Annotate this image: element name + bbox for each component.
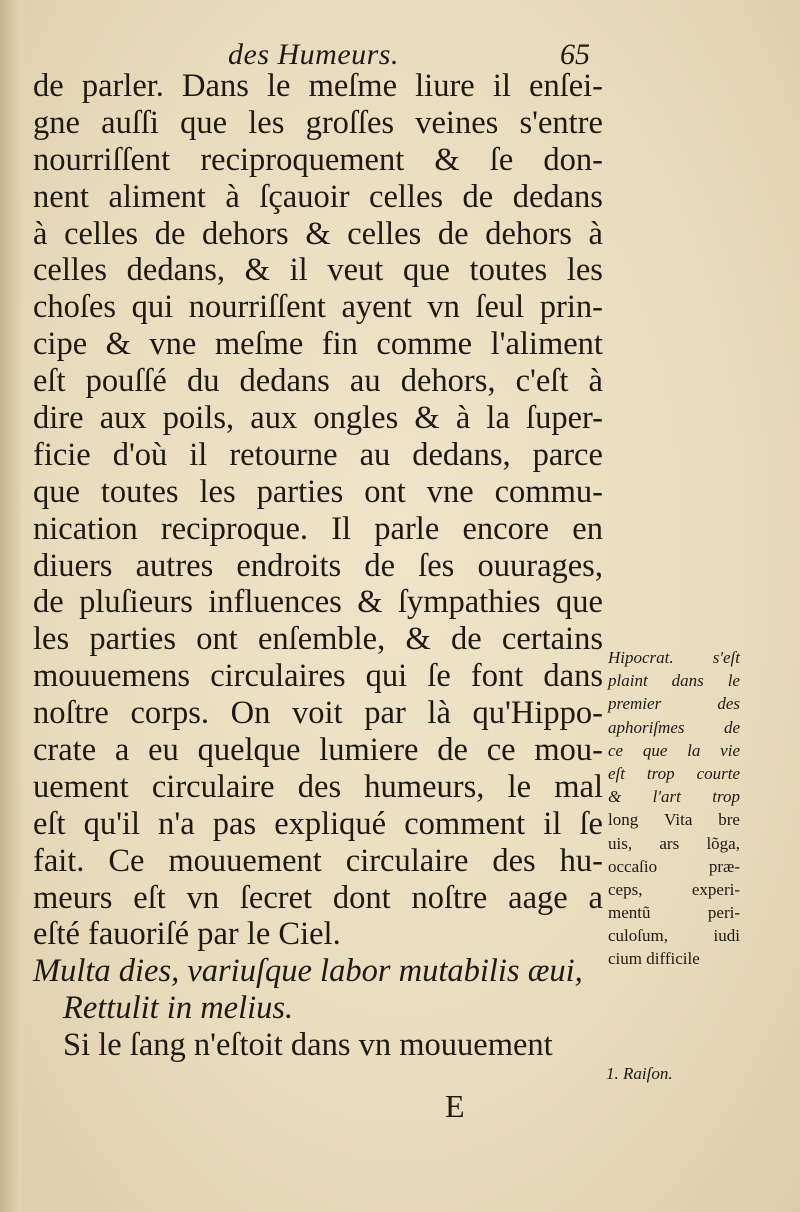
page-edge-shadow — [0, 0, 22, 1212]
margin-reference: 1. Raiſon. — [606, 1064, 673, 1083]
margin-note-line: plaint dans le — [608, 671, 740, 691]
body-text — [33, 68, 603, 1064]
text-line: gne auſſi que les groſſes veines s'entre — [33, 104, 603, 141]
text-line: de pluſieurs influences & ſympathies que — [33, 584, 603, 621]
text-line: nourriſſent reciproquement & ſe don- — [33, 141, 603, 178]
text-line: nent aliment à ſçauoir celles de dedans — [33, 178, 603, 215]
margin-note-line: Hipocrat. s'eſt — [608, 648, 740, 667]
page-number: 65 — [560, 38, 590, 71]
margin-note-line: cium difficile — [608, 949, 700, 969]
latin-quote-line: Rettulit in melius. — [63, 990, 294, 1027]
text-line: crate a eu quelque lumiere de ce mou- — [33, 732, 603, 769]
margin-note — [608, 646, 740, 971]
text-line: meurs eſt vn ſecret dont noſtre aage a — [33, 879, 603, 916]
text-line: eſté fauoriſé par le Ciel. — [33, 916, 341, 953]
margin-note-line: premier des — [608, 694, 740, 714]
text-line: nication reciproque. Il parle encore en — [33, 510, 603, 547]
text-line: uement circulaire des humeurs, le mal — [33, 768, 603, 805]
text-line: que toutes les parties ont vne commu- — [33, 473, 603, 510]
margin-note-line: long Vita bre — [608, 810, 740, 830]
margin-note-line: occaſio præ- — [608, 856, 740, 876]
text-line: fait. Ce mouuement circulaire des hu- — [33, 842, 603, 879]
text-line: eſt qu'il n'a pas expliqué comment il ſe — [33, 805, 603, 842]
margin-note-line: eſt trop courte — [608, 763, 740, 783]
text-line: celles dedans, & il veut que toutes les — [33, 252, 603, 289]
text-line: dire aux poils, aux ongles & à la ſuper- — [33, 400, 603, 437]
margin-note-line: ceps, experi- — [608, 879, 740, 899]
latin-quote-line: Multa dies, variuſque labor mutabilis æui, — [33, 953, 583, 990]
margin-note-line: mentũ peri- — [608, 903, 740, 923]
text-line: cipe & vne meſme fin comme l'aliment — [33, 326, 603, 363]
margin-note-line: culoſum, iudi — [608, 926, 740, 946]
text-line: Si le ſang n'eſtoit dans vn mouuement — [63, 1027, 553, 1064]
text-line: à celles de dehors & celles de dehors à — [33, 215, 603, 252]
text-line: choſes qui nourriſſent ayent vn ſeul prin- — [33, 289, 603, 326]
running-title: des Humeurs. — [228, 38, 399, 71]
text-line: diuers autres endroits de ſes ouurages, — [33, 547, 603, 584]
text-line: eſt pouſſé du dedans au dehors, c'eſt à — [33, 363, 603, 400]
text-line: ficie d'où il retourne au dedans, parce — [33, 436, 603, 473]
margin-note-line: aphoriſmes de — [608, 717, 740, 737]
margin-note-line: ce que la vie — [608, 740, 740, 760]
text-line: les parties ont enſemble, & de certains — [33, 621, 603, 658]
text-line: noſtre corps. On voit par là qu'Hippo- — [33, 695, 603, 732]
catchword: E — [445, 1088, 465, 1124]
margin-note-line: uis, ars lõga, — [608, 833, 740, 853]
text-line: de parler. Dans le meſme liure il enſei- — [33, 68, 603, 104]
margin-note-line: & l'art trop — [608, 787, 740, 807]
text-line: mouuemens circulaires qui ſe font dans — [33, 658, 603, 695]
